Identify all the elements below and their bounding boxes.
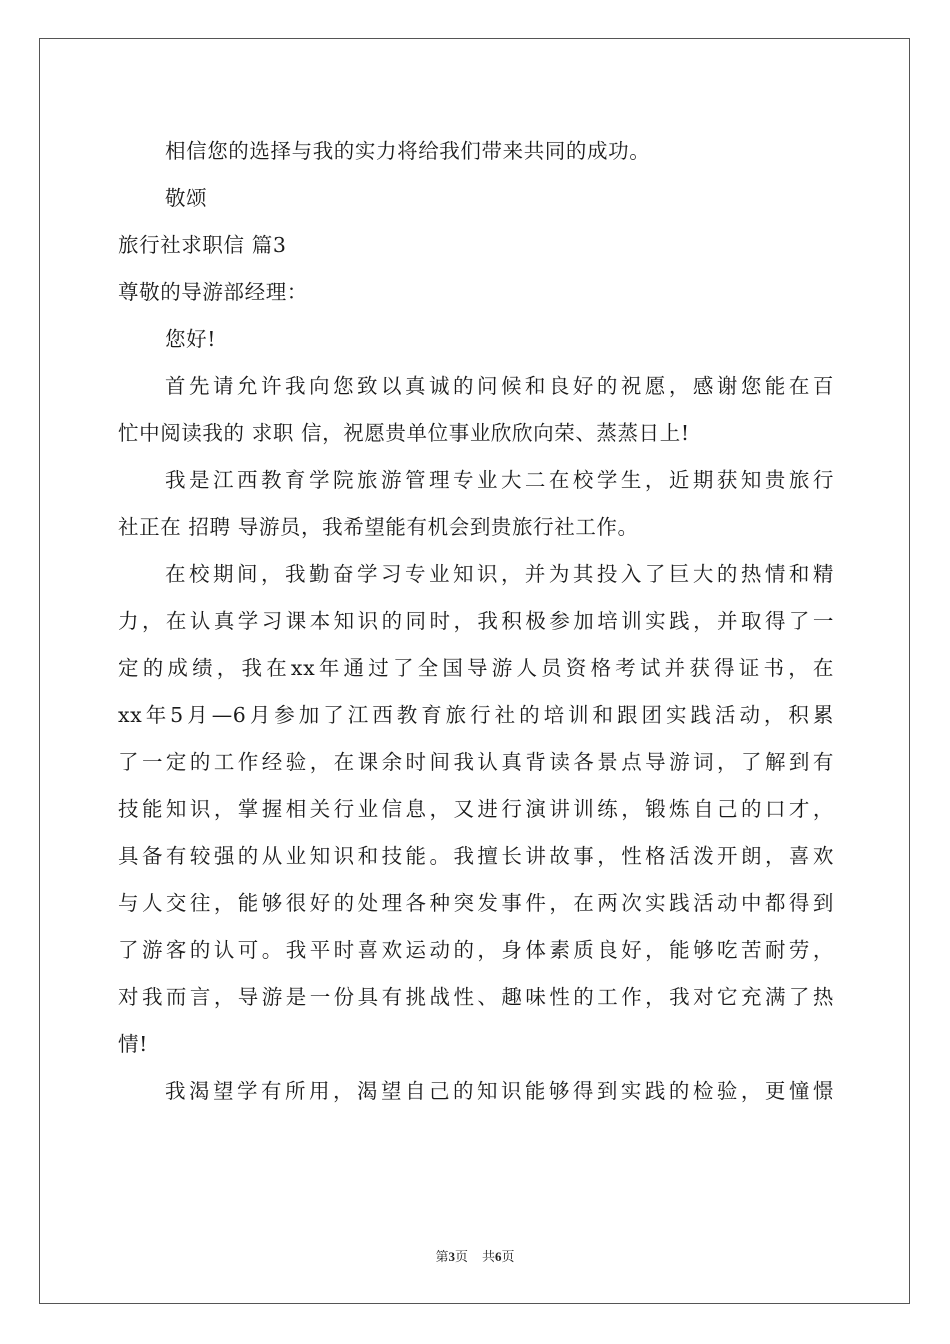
text-line: 力，在认真学习课本知识的同时，我积极参加培训实践，并取得了一 xyxy=(118,609,834,633)
total-label-prefix: 共 xyxy=(482,1249,496,1264)
text-line: 定的成绩，我在xx年通过了全国导游人员资格考试并获得证书，在 xyxy=(118,656,834,680)
text-line: 社正在 招聘 导游员，我希望能有机会到贵旅行社工作。 xyxy=(118,515,639,539)
text-line: 了一定的工作经验，在课余时间我认真背读各景点导游词，了解到有 xyxy=(118,750,834,774)
text-line: 我渴望学有所用，渴望自己的知识能够得到实践的检验，更憧憬 xyxy=(165,1079,834,1103)
text-line: 我是江西教育学院旅游管理专业大二在校学生，近期获知贵旅行 xyxy=(165,468,834,492)
text-line: 您好! xyxy=(165,327,217,351)
text-line: 了游客的认可。我平时喜欢运动的，身体素质良好，能够吃苦耐劳， xyxy=(118,938,834,962)
text-line: xx年5月—6月参加了江西教育旅行社的培训和跟团实践活动，积累 xyxy=(118,703,834,727)
text-line: 首先请允许我向您致以真诚的问候和良好的祝愿，感谢您能在百 xyxy=(165,374,834,398)
text-line: 在校期间，我勤奋学习专业知识，并为其投入了巨大的热情和精 xyxy=(165,562,834,586)
page-footer xyxy=(0,1246,950,1265)
text-line: 旅行社求职信 篇3 xyxy=(118,233,287,257)
current-page-number: 3 xyxy=(448,1249,455,1264)
total-page-number: 6 xyxy=(495,1249,502,1264)
total-label-suffix: 页 xyxy=(501,1249,515,1264)
text-line: 忙中阅读我的 求职 信，祝愿贵单位事业欣欣向荣、蒸蒸日上! xyxy=(118,421,690,445)
text-line: 敬颂 xyxy=(165,186,208,210)
text-line: 情! xyxy=(118,1032,148,1056)
page-label-suffix: 页 xyxy=(454,1249,468,1264)
text-line: 对我而言，导游是一份具有挑战性、趣味性的工作，我对它充满了热 xyxy=(118,985,834,1009)
text-line: 尊敬的导游部经理： xyxy=(118,280,308,304)
text-line: 技能知识，掌握相关行业信息，又进行演讲训练，锻炼自己的口才， xyxy=(118,797,834,821)
text-line: 与人交往，能够很好的处理各种突发事件，在两次实践活动中都得到 xyxy=(118,891,834,915)
page-label-prefix: 第 xyxy=(435,1249,449,1264)
text-line: 相信您的选择与我的实力将给我们带来共同的成功。 xyxy=(165,139,651,163)
text-line: 具备有较强的从业知识和技能。我擅长讲故事，性格活泼开朗，喜欢 xyxy=(118,844,834,868)
document-body xyxy=(118,128,834,1115)
